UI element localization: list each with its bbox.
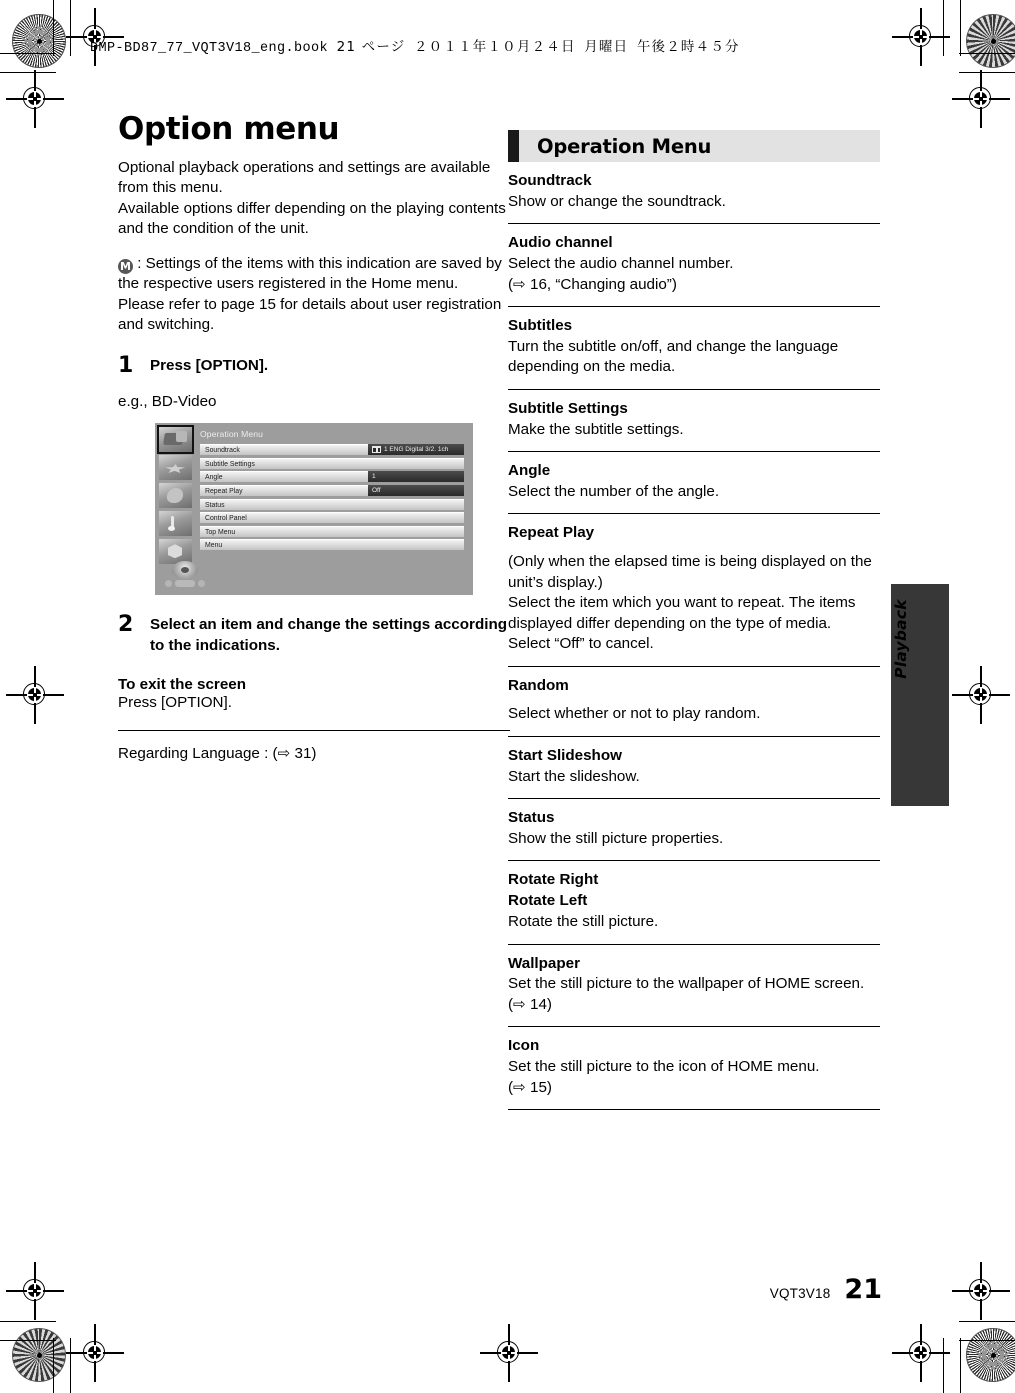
registration-rosette-top-right (966, 14, 1015, 68)
trim-line-bottomright-h2 (959, 1340, 1015, 1341)
crosshair-mark-left-lower (12, 1268, 58, 1314)
trim-line-bottomright-h1 (959, 1321, 1015, 1322)
header-page-jp: 21 ページ (336, 39, 406, 55)
osd-row-label: Repeat Play (200, 485, 368, 496)
osd-row-label: Status (200, 499, 464, 510)
m-icon-note-2: Please refer to page 15 for details about user registration and switching. (118, 295, 502, 334)
page-title: Option menu (118, 111, 340, 147)
trim-line-bottomright-v1 (960, 1338, 961, 1393)
trim-line-topright-h1 (959, 53, 1015, 54)
crosshair-mark-bottom-right (898, 1330, 944, 1376)
entry-soundtrack (508, 162, 880, 224)
osd-row-label: Top Menu (200, 526, 464, 537)
entry-line: Make the subtitle settings. (508, 420, 684, 438)
entry-line: Set the still picture to the icon of HOME menu. (508, 1058, 820, 1076)
osd-row-status[interactable] (200, 499, 464, 510)
osd-row-soundtrack[interactable] (200, 444, 464, 455)
entry-random (508, 667, 880, 737)
section-marker-bar (508, 130, 519, 162)
entry-line: Set the still picture to the wallpaper of HOME screen. (⇨ 14) (508, 975, 865, 1013)
entry-repeat-play (508, 514, 880, 666)
entry-heading: Start Slideshow (508, 746, 622, 764)
entry-line: Show the still picture properties. (508, 829, 724, 847)
trim-line-left-v1 (53, 0, 54, 56)
entry-line: Select whether or not to play random. (508, 705, 761, 723)
intro-paragraph-1: Optional playback operations and settings are available from this menu. (118, 158, 491, 197)
regarding-language-note: Regarding Language : (⇨ 31) (118, 744, 317, 762)
entry-line: Show or change the soundtrack. (508, 192, 726, 210)
trim-line-right-v1 (960, 0, 961, 56)
entry-heading: Angle (508, 462, 551, 480)
crosshair-mark-top-right (898, 14, 944, 60)
right-column (508, 130, 880, 1110)
left-column-divider (118, 730, 510, 731)
entry-heading: Soundtrack (508, 172, 592, 189)
document-code: VQT3V18 (769, 1286, 831, 1301)
entry-line-reference: (⇨ 16, “Changing audio”) (508, 275, 677, 293)
trim-line-right-v2 (943, 0, 944, 56)
trim-line-bottomleft-v2 (70, 1338, 71, 1393)
step-2 (118, 612, 510, 656)
header-filename: DMP-BD87_77_VQT3V18_eng.book (90, 41, 329, 56)
exit-screen-heading: To exit the screen (118, 676, 247, 694)
entry-heading: Status (508, 809, 555, 827)
entry-subtitles (508, 307, 880, 390)
osd-row-angle[interactable] (200, 471, 464, 482)
entry-heading: Subtitles (508, 317, 573, 335)
osd-row-value-text: 1 ENG Digital 3/2. 1ch (384, 446, 449, 454)
page-number: 21 (844, 1274, 882, 1305)
osd-row-label: Menu (200, 539, 464, 550)
video-thumb-icon[interactable] (159, 427, 192, 452)
osd-row-repeat-play[interactable] (200, 485, 464, 496)
entry-heading: Audio channel (508, 234, 613, 252)
crosshair-mark-bottom-left (72, 1330, 118, 1376)
osd-menu-rows (200, 444, 464, 553)
crosshair-mark-right-upper (958, 76, 1004, 122)
header-date-jp: ２０１１年１０月２４日 (413, 39, 576, 55)
entry-subtitle-settings (508, 390, 880, 452)
osd-row-value: 1 (368, 471, 464, 482)
trim-line-bottom-h2 (0, 1340, 56, 1341)
osd-row-subtitle-settings[interactable] (200, 458, 464, 469)
osd-row-label: Soundtrack (200, 444, 368, 455)
osd-row-menu[interactable] (200, 539, 464, 550)
entry-heading: Wallpaper (508, 954, 581, 972)
osd-row-label: Subtitle Settings (200, 458, 464, 469)
step-2-number: 2 (118, 612, 134, 638)
osd-row-value: Off (368, 485, 464, 496)
osd-row-top-menu[interactable] (200, 526, 464, 537)
entry-line-reference: (⇨ 15) (508, 1078, 552, 1096)
osd-menu-title: Operation Menu (200, 429, 264, 440)
entry-status (508, 799, 880, 861)
chapter-tab-label: Playback (892, 599, 910, 679)
entry-line: (Only when the elapsed time is being displayed on the unit’s display.) (508, 553, 872, 591)
m-icon-note (118, 254, 510, 295)
entry-line: Select “Off” to cancel. (508, 635, 654, 653)
crosshair-mark-right-lower (958, 1268, 1004, 1314)
step-1 (118, 352, 510, 378)
operation-menu-section-header (508, 130, 880, 162)
page-footer (770, 1274, 882, 1305)
step-1-number: 1 (118, 352, 134, 378)
entry-wallpaper (508, 945, 880, 1028)
osd-icon-strip (159, 427, 192, 567)
osd-row-label: Angle (200, 471, 368, 482)
osd-row-label: Control Panel (200, 512, 464, 523)
trim-line-top-inner2 (0, 72, 56, 73)
trim-line-bottomright-v2 (943, 1338, 944, 1393)
entry-heading: Icon (508, 1037, 540, 1055)
entry-line: Rotate the still picture. (508, 912, 659, 930)
registration-rosette-bottom-left (12, 1328, 66, 1382)
osd-row-value (368, 444, 464, 455)
print-header-line (90, 35, 740, 56)
entry-heading-secondary: Rotate Left (508, 892, 588, 910)
entry-heading: Rotate Right (508, 871, 599, 889)
entry-heading: Subtitle Settings (508, 399, 628, 417)
crosshair-mark-left-upper (12, 76, 58, 122)
intro-paragraph-2: Available options differ depending on the playing contents and the condition of the unit. (118, 199, 506, 238)
music-thumb-icon[interactable] (159, 511, 192, 536)
exit-screen-text: Press [OPTION]. (118, 694, 232, 712)
entry-rotate (508, 861, 880, 944)
osd-screenshot (155, 423, 473, 595)
section-title: Operation Menu (537, 134, 712, 158)
entry-heading: Repeat Play (508, 524, 595, 542)
entry-line: Select the audio channel number. (508, 255, 734, 273)
step-2-text: Select an item and change the settings according to the indications. (150, 616, 507, 654)
example-label: e.g., BD-Video (118, 393, 217, 411)
trim-line-bottom-h1 (0, 1321, 56, 1322)
crosshair-mark-right-middle (958, 672, 1004, 718)
trim-line-bottomleft-v1 (53, 1338, 54, 1393)
step-1-text: Press [OPTION]. (150, 356, 269, 374)
crosshair-mark-bottom-center (486, 1330, 532, 1376)
osd-row-control-panel[interactable] (200, 512, 464, 523)
entry-start-slideshow (508, 737, 880, 799)
registration-rosette-bottom-right (966, 1328, 1015, 1382)
header-weekday-jp: 月曜日 (584, 39, 629, 55)
entry-heading: Random (508, 676, 569, 694)
entry-line: Select the number of the angle. (508, 482, 720, 500)
registration-rosette-top-left (12, 14, 66, 68)
entry-icon (508, 1027, 880, 1110)
trim-line-top-inner (0, 53, 56, 54)
audio-format-icon (372, 446, 381, 453)
photo-thumb-icon[interactable] (159, 483, 192, 508)
left-column (118, 113, 510, 762)
star-thumb-icon[interactable] (159, 455, 192, 480)
entry-line: Start the slideshow. (508, 767, 640, 785)
header-time-jp: 午後２時４５分 (636, 39, 740, 55)
crosshair-mark-left-middle (12, 672, 58, 718)
m-icon-note-text: : Settings of the items with this indication are saved by the respective users registered in the Home menu. (118, 254, 502, 293)
direction-pad-icon (165, 561, 205, 587)
entry-audio-channel (508, 224, 880, 307)
circled-m-icon: M (118, 259, 133, 274)
entry-angle (508, 452, 880, 514)
entry-line: Select the item which you want to repeat. The items displayed differ depending on the type of media. (508, 594, 856, 632)
entry-line: Turn the subtitle on/off, and change the language depending on the media. (508, 337, 839, 376)
trim-line-left-v2 (70, 0, 71, 56)
trim-line-topright-h2 (959, 72, 1015, 73)
